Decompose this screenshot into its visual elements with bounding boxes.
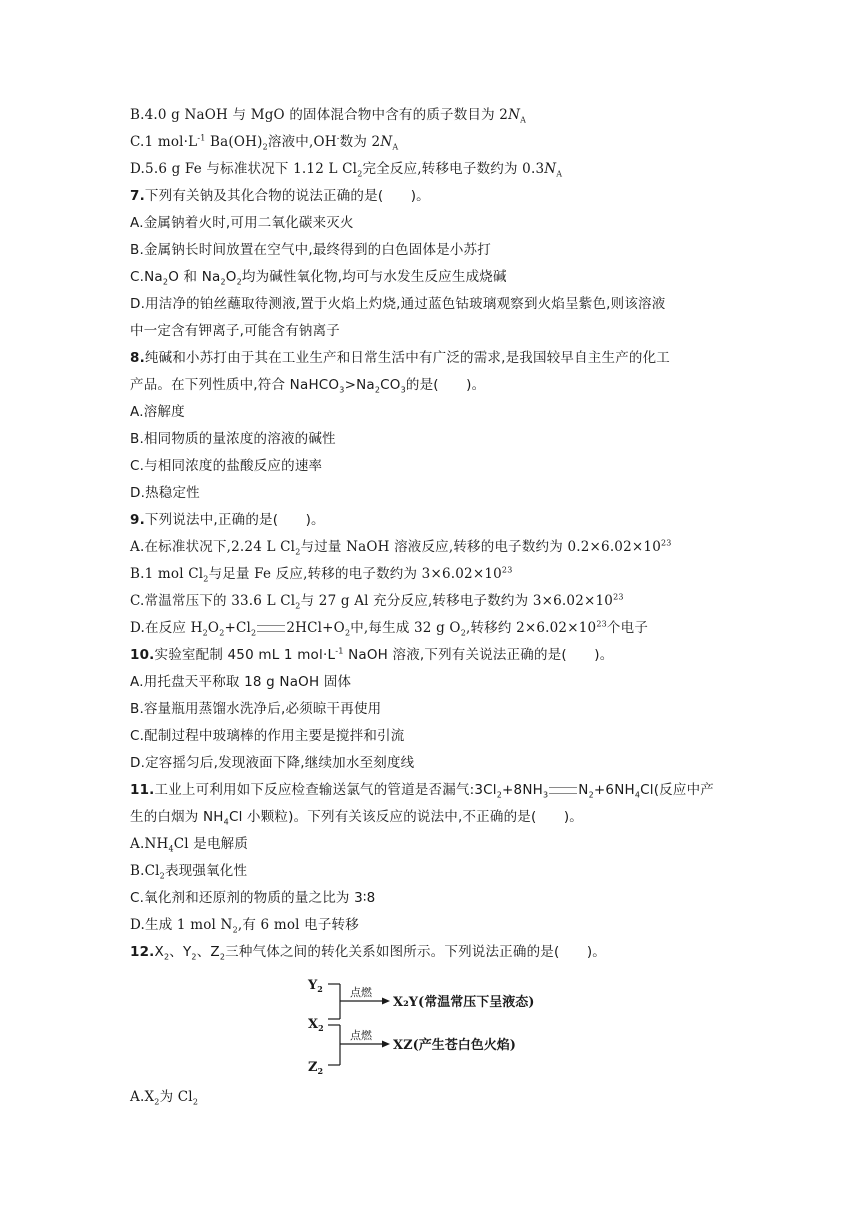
condition-label: 点燃 <box>350 1029 372 1042</box>
q6-option-b: B.4.0 g NaOH 与 MgO 的固体混合物中含有的质子数目为 $2N_A$ <box>130 107 527 125</box>
q6-option-c: C.1 $mol\cdot L^{-1}$ $Ba(OH)_2$溶液中,OH-数为 $2N_A$ <box>130 133 399 152</box>
q7-option-c: $C.Na_2O$ 和 $Na_2O_2$均为碱性氧化物,均可与水发生反应生成烧碱 <box>130 269 507 287</box>
q12-stem: $12.X_2$、$Y_2$、$Z_2$三种气体之间的转化关系如图所示。下列说法正确的是( )。 <box>130 944 607 962</box>
q8-option-d: D.热稳定性 <box>130 485 200 501</box>
arrow-right-icon <box>382 998 390 1005</box>
x2-label: $X_2$ <box>308 1017 324 1033</box>
q10-option-c: C.配制过程中玻璃棒的作用主要是搅拌和引流 <box>130 728 405 744</box>
q11-option-d: D.生成 1 mol $N_2$,有 6 mol 电子转移 <box>130 917 359 935</box>
q11-stem-line2: 生的白烟为 $NH_4Cl$ 小颗粒)。下列有关该反应的说法中,不正确的是( )。 <box>130 809 584 827</box>
q7-option-d-line1: D.用洁净的铂丝蘸取待测液,置于火焰上灼烧,通过蓝色钴玻璃观察到火焰呈紫色,则该溶液 <box>130 296 666 312</box>
condition-label: 点燃 <box>350 986 372 999</box>
q12-option-a: $A.X_2$为 $Cl_2$ <box>130 1089 199 1107</box>
equals-sign-icon <box>549 787 577 794</box>
q10-option-a: A.用托盘天平称取 18 g NaOH 固体 <box>130 674 352 690</box>
q7-option-d-line2: 中一定含有钾离子,可能含有钠离子 <box>130 323 340 339</box>
q10-option-b: B.容量瓶用蒸馏水洗净后,必须晾干再使用 <box>130 701 382 717</box>
q11-option-b: $B.Cl_2$表现强氧化性 <box>130 863 248 881</box>
arrow-right-icon <box>382 1041 390 1048</box>
q8-option-c: C.与相同浓度的盐酸反应的速率 <box>130 458 323 474</box>
q11-stem-line1: 11.工业上可利用如下反应检查输送氯气的管道是否漏气$:3Cl_2+8NH_3$ $N_2+6NH_4Cl$(反应中产 <box>130 782 714 800</box>
q11-option-a: $A.NH_4Cl$ 是电解质 <box>130 836 249 854</box>
q7-stem: 7.下列有关钠及其化合物的说法正确的是( )。 <box>130 188 430 204</box>
q6-option-d: D.5.6 g Fe 与标准状况下 1.12 L $Cl_2$完全反应,转移电子数约为 $0.3N_A$ <box>130 161 563 179</box>
q9-option-b: B.1 mol $Cl_2$与足量 Fe 反应,转移的电子数约为 $3\times 6.02\times 10^{23}$ <box>130 565 513 584</box>
product-1-label: X₂Y(常温常压下呈液态) <box>393 995 535 1010</box>
q9-option-c: C.常温常压下的 33.6 L $Cl_2$与 27 g Al 充分反应,转移电子数约为 $3\times 6.02\times 10^{23}$ <box>130 592 624 611</box>
q10-stem: 10.实验室配制 450 mL 1 $mol\cdot L^{-1}$ NaOH 溶液,下列有关说法正确的是( )。 <box>130 646 614 663</box>
q8-stem-line1: 8.纯碱和小苏打由于其在工业生产和日常生活中有广泛的需求,是我国较早自主生产的化工 <box>130 350 671 366</box>
z2-label: $Z_2$ <box>308 1060 324 1076</box>
q7-option-b: B.金属钠长时间放置在空气中,最终得到的白色固体是小苏打 <box>130 242 491 258</box>
equals-sign-icon <box>257 625 285 632</box>
y2-label: $Y_2$ <box>308 978 323 994</box>
product-2-label: XZ(产生苍白色火焰) <box>393 1038 516 1053</box>
q8-stem-line2: 产品。在下列性质中,符合 $NaHCO_3>Na_2CO_3$的是( )。 <box>130 377 486 395</box>
q9-option-d: D.在反应 $H_2O_2+Cl_2$ $2HCl+O_2$中,每生成 32 g $O_2$,转移约 $2\times 6.02\times 10^{23}$个电子 <box>130 619 649 638</box>
q10-option-d: D.定容摇匀后,发现液面下降,继续加水至刻度线 <box>130 755 415 771</box>
conversion-diagram <box>300 975 580 1080</box>
q9-option-a: A.在标准状况下,2.24 L $Cl_2$与过量 NaOH 溶液反应,转移的电子数约为 $0.2\times 6.02\times 10^{23}$ <box>130 538 672 557</box>
q7-option-a: A.金属钠着火时,可用二氧化碳来灭火 <box>130 215 354 231</box>
q11-option-c: C.氧化剂和还原剂的物质的量之比为 3∶8 <box>130 890 376 906</box>
q8-option-b: B.相同物质的量浓度的溶液的碱性 <box>130 431 336 447</box>
q8-option-a: A.溶解度 <box>130 404 185 420</box>
q9-stem: 9.下列说法中,正确的是( )。 <box>130 512 325 528</box>
